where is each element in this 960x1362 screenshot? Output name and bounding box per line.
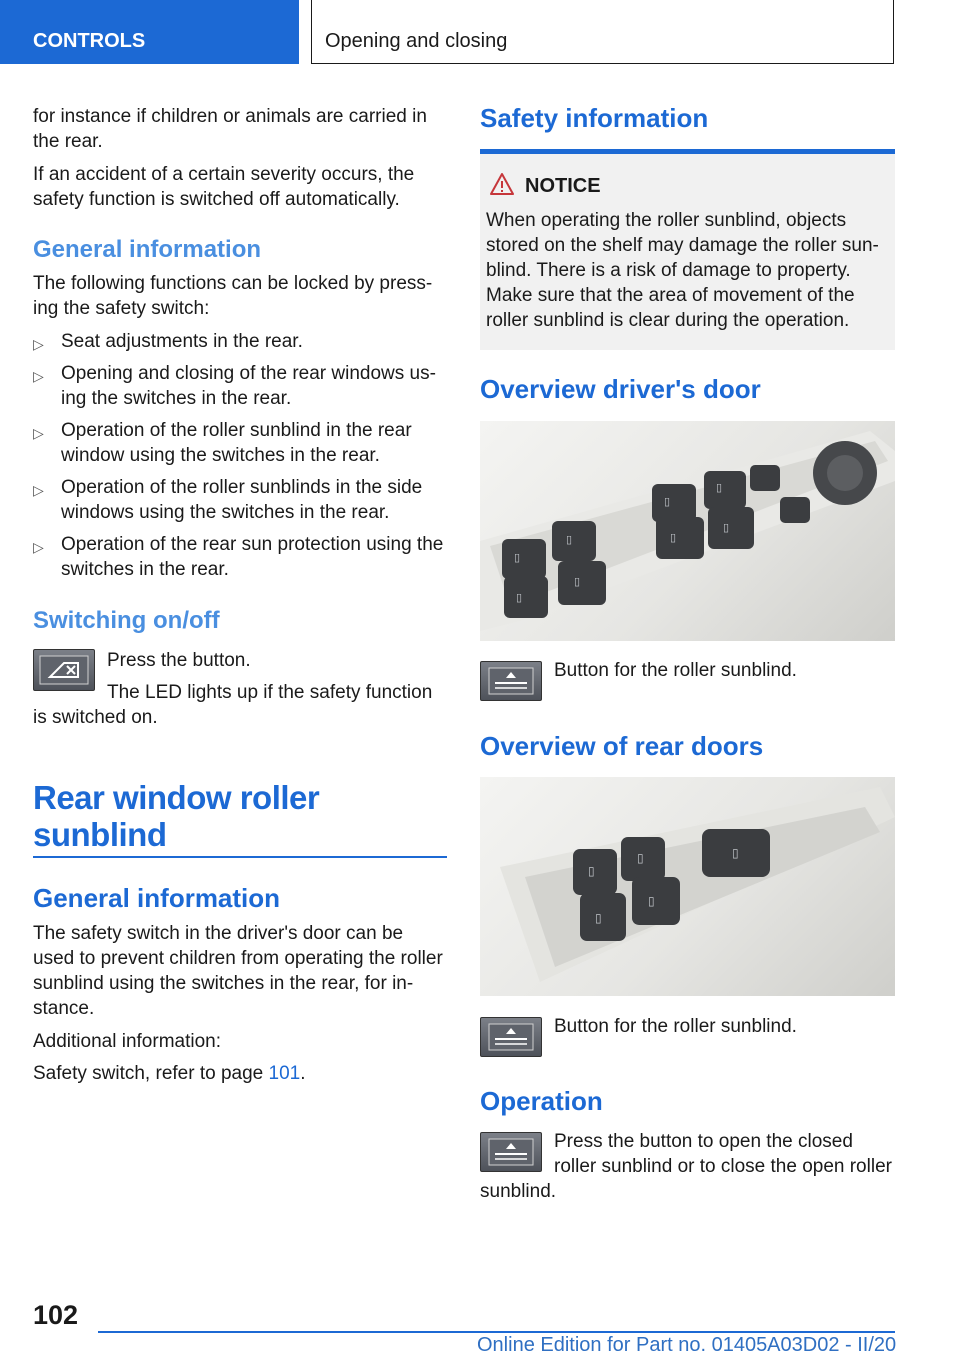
intro-paragraph-1: for instance if children or animals are carried in the rear. <box>33 106 427 152</box>
page-101-link[interactable]: 101 <box>268 1063 301 1084</box>
list-item: ▷ Seat adjustments in the rear. <box>33 329 451 361</box>
general-information-text-2: The safety switch in the driver's door can be used to prevent children from operating the roller sunblind using the switches in the rear, for in‐stance. <box>33 923 443 1019</box>
switch-instruction: Press the button. <box>107 650 251 671</box>
driver-door-heading: Overview driver's door <box>480 374 761 404</box>
switch-led-text-cont: is switched on. <box>33 707 158 728</box>
svg-text:▯: ▯ <box>664 496 671 508</box>
roller-sunblind-icon <box>480 1017 542 1057</box>
warning-triangle-icon <box>489 172 515 196</box>
safety-switch-reference: Safety switch, refer to page 101. <box>33 1063 306 1084</box>
svg-text:▯: ▯ <box>723 522 730 534</box>
operation-heading: Operation <box>480 1086 603 1116</box>
svg-text:▯: ▯ <box>637 851 644 865</box>
general-information-heading-2: General information <box>33 883 281 913</box>
rear-door-switches-image <box>480 777 895 996</box>
svg-text:▯: ▯ <box>588 864 595 878</box>
general-information-heading: General information <box>33 236 262 263</box>
section-title: CONTROLS <box>33 30 146 52</box>
notice-box <box>480 149 895 350</box>
bullet-triangle-icon: ▷ <box>33 368 44 384</box>
page-number: 102 <box>33 1300 79 1330</box>
operation-text-line-1: Press the button to open the closed <box>554 1131 853 1152</box>
driver-door-switches-image <box>480 421 895 641</box>
intro-paragraph-2: If an accident of a certain severity occurs, the safety function is switched off automatically. <box>33 164 415 210</box>
switching-heading: Switching on/off <box>33 607 220 634</box>
footer-divider <box>98 1331 895 1333</box>
svg-text:▯: ▯ <box>670 532 677 544</box>
list-item: ▷ Operation of the roller sunblind in the rear window using the switches in the rear. <box>33 418 451 475</box>
notice-text: When operating the roller sunblind, objects stored on the shelf may damage the roller sun‐blind. There is a risk of damage to property. Make sure that the area of movement of the roller sunblind is clear during the operation. <box>486 210 879 331</box>
svg-text:▯: ▯ <box>595 911 602 925</box>
notice-label: NOTICE <box>525 175 601 197</box>
operation-text-line-3: sunblind. <box>480 1181 557 1202</box>
bullet-triangle-icon: ▷ <box>33 425 44 441</box>
operation-text-line-2: roller sunblind or to close the open roller <box>554 1156 892 1177</box>
svg-text:▯: ▯ <box>514 552 521 564</box>
list-item: ▷ Operation of the roller sunblinds in the side windows using the switches in the rear. <box>33 475 451 532</box>
heading-divider <box>33 856 447 858</box>
rear-window-sunblind-heading: Rear window roller sunblind <box>33 779 320 853</box>
function-bullet-list <box>33 329 451 589</box>
roller-sunblind-icon <box>480 1132 542 1172</box>
header-section-tab <box>0 0 299 64</box>
chapter-title: Opening and closing <box>325 30 508 52</box>
additional-information-label: Additional information: <box>33 1031 221 1052</box>
bullet-triangle-icon: ▷ <box>33 482 44 498</box>
svg-text:▯: ▯ <box>716 482 723 494</box>
svg-text:▯: ▯ <box>732 846 739 860</box>
svg-text:▯: ▯ <box>516 592 523 604</box>
svg-text:▯: ▯ <box>566 534 573 546</box>
rear-doors-caption: Button for the roller sunblind. <box>554 1016 797 1037</box>
list-item: ▷ Opening and closing of the rear windows us‐ing the switches in the rear. <box>33 361 451 418</box>
list-item: ▷ Operation of the rear sun protection using the switches in the rear. <box>33 532 451 589</box>
safety-information-heading: Safety information <box>480 103 709 133</box>
svg-text:▯: ▯ <box>648 894 655 908</box>
rear-doors-heading: Overview of rear doors <box>480 731 764 761</box>
bullet-triangle-icon: ▷ <box>33 336 44 352</box>
svg-text:▯: ▯ <box>574 576 581 588</box>
safety-switch-icon <box>33 649 95 691</box>
footer-edition: Online Edition for Part no. 01405A03D02 - II/20 <box>477 1334 897 1356</box>
driver-door-caption: Button for the roller sunblind. <box>554 660 797 681</box>
header-chapter-box <box>311 0 894 64</box>
switch-led-text: The LED lights up if the safety function <box>107 682 433 703</box>
general-information-text: The following functions can be locked by press‐ing the safety switch: <box>33 273 433 319</box>
roller-sunblind-icon <box>480 661 542 701</box>
bullet-triangle-icon: ▷ <box>33 539 44 555</box>
